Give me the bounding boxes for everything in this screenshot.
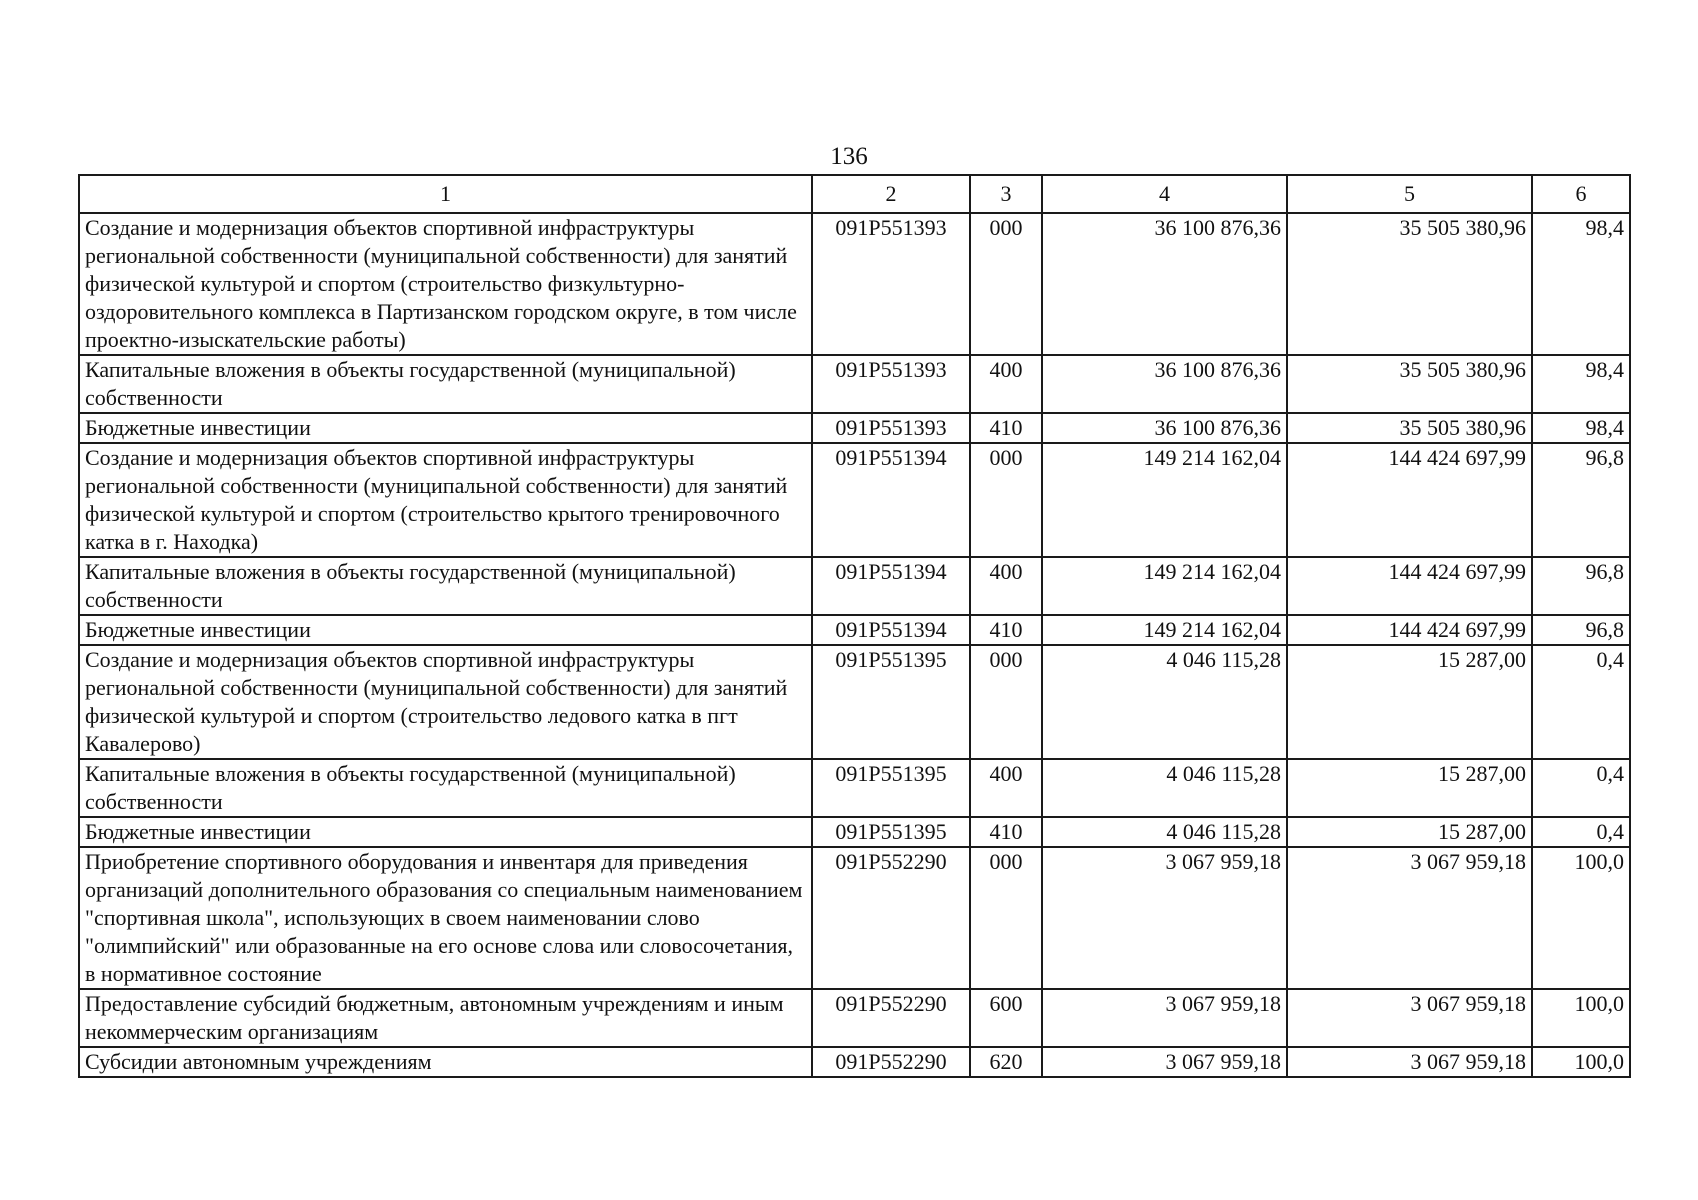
row-type: 410 bbox=[970, 817, 1042, 847]
row-code: 091P552290 bbox=[812, 847, 970, 989]
row-plan: 149 214 162,04 bbox=[1042, 615, 1287, 645]
row-percent: 100,0 bbox=[1532, 847, 1630, 989]
table-row bbox=[79, 213, 1630, 355]
row-plan: 36 100 876,36 bbox=[1042, 413, 1287, 443]
row-type: 000 bbox=[970, 213, 1042, 355]
row-name: Бюджетные инвестиции bbox=[79, 615, 812, 645]
column-header: 5 bbox=[1287, 175, 1532, 213]
row-percent: 96,8 bbox=[1532, 443, 1630, 557]
row-type: 000 bbox=[970, 645, 1042, 759]
row-code: 091P552290 bbox=[812, 1047, 970, 1077]
row-type: 600 bbox=[970, 989, 1042, 1047]
row-fact: 3 067 959,18 bbox=[1287, 1047, 1532, 1077]
row-type: 400 bbox=[970, 557, 1042, 615]
row-percent: 96,8 bbox=[1532, 557, 1630, 615]
row-fact: 35 505 380,96 bbox=[1287, 355, 1532, 413]
row-plan: 149 214 162,04 bbox=[1042, 443, 1287, 557]
row-name: Капитальные вложения в объекты государственной (муниципальной) собственности bbox=[79, 355, 812, 413]
column-header: 2 bbox=[812, 175, 970, 213]
row-fact: 144 424 697,99 bbox=[1287, 615, 1532, 645]
row-type: 000 bbox=[970, 847, 1042, 989]
table-row bbox=[79, 847, 1630, 989]
row-code: 091P551395 bbox=[812, 817, 970, 847]
row-plan: 4 046 115,28 bbox=[1042, 645, 1287, 759]
row-code: 091P551395 bbox=[812, 759, 970, 817]
row-code: 091P551393 bbox=[812, 213, 970, 355]
row-code: 091P551394 bbox=[812, 615, 970, 645]
row-name: Субсидии автономным учреждениям bbox=[79, 1047, 812, 1077]
row-code: 091P551394 bbox=[812, 557, 970, 615]
row-percent: 0,4 bbox=[1532, 759, 1630, 817]
table-row bbox=[79, 557, 1630, 615]
row-code: 091P551393 bbox=[812, 355, 970, 413]
row-plan: 3 067 959,18 bbox=[1042, 1047, 1287, 1077]
table-row bbox=[79, 759, 1630, 817]
row-type: 410 bbox=[970, 413, 1042, 443]
row-name: Создание и модернизация объектов спортивной инфраструктуры региональной собственности (муниципальной собственности) для занятий физической культурой и спортом (строительство ледового катка в пгт Кавалерово) bbox=[79, 645, 812, 759]
row-fact: 15 287,00 bbox=[1287, 645, 1532, 759]
row-type: 400 bbox=[970, 759, 1042, 817]
row-fact: 144 424 697,99 bbox=[1287, 557, 1532, 615]
row-type: 410 bbox=[970, 615, 1042, 645]
row-code: 091P551393 bbox=[812, 413, 970, 443]
column-header: 3 bbox=[970, 175, 1042, 213]
table-row bbox=[79, 413, 1630, 443]
page-number: 136 bbox=[830, 143, 868, 170]
row-fact: 15 287,00 bbox=[1287, 759, 1532, 817]
row-fact: 3 067 959,18 bbox=[1287, 989, 1532, 1047]
row-plan: 4 046 115,28 bbox=[1042, 759, 1287, 817]
row-type: 000 bbox=[970, 443, 1042, 557]
row-percent: 100,0 bbox=[1532, 989, 1630, 1047]
row-percent: 0,4 bbox=[1532, 645, 1630, 759]
row-name: Создание и модернизация объектов спортивной инфраструктуры региональной собственности (муниципальной собственности) для занятий физической культурой и спортом (строительство физкультурно-оздоровительного комплекса в Партизанском городском округе, в том числе проектно-изыскательские работы) bbox=[79, 213, 812, 355]
budget-table bbox=[78, 174, 1631, 1078]
table-row bbox=[79, 615, 1630, 645]
header-row bbox=[79, 175, 1630, 213]
row-plan: 149 214 162,04 bbox=[1042, 557, 1287, 615]
row-name: Капитальные вложения в объекты государственной (муниципальной) собственности bbox=[79, 557, 812, 615]
row-name: Бюджетные инвестиции bbox=[79, 413, 812, 443]
row-name: Создание и модернизация объектов спортивной инфраструктуры региональной собственности (муниципальной собственности) для занятий физической культурой и спортом (строительство крытого тренировочного катка в г. Находка) bbox=[79, 443, 812, 557]
row-percent: 98,4 bbox=[1532, 213, 1630, 355]
row-code: 091P551394 bbox=[812, 443, 970, 557]
row-name: Бюджетные инвестиции bbox=[79, 817, 812, 847]
column-header: 4 bbox=[1042, 175, 1287, 213]
row-percent: 98,4 bbox=[1532, 413, 1630, 443]
row-percent: 96,8 bbox=[1532, 615, 1630, 645]
row-name: Приобретение спортивного оборудования и инвентаря для приведения организаций дополнительного образования со специальным наименованием "спортивная школа", использующих в своем наименовании слово "олимпийский" или образованные на его основе слова или словосочетания, в нормативное состояние bbox=[79, 847, 812, 989]
row-fact: 3 067 959,18 bbox=[1287, 847, 1532, 989]
row-percent: 98,4 bbox=[1532, 355, 1630, 413]
row-code: 091P551395 bbox=[812, 645, 970, 759]
row-fact: 144 424 697,99 bbox=[1287, 443, 1532, 557]
table-row bbox=[79, 443, 1630, 557]
row-name: Капитальные вложения в объекты государственной (муниципальной) собственности bbox=[79, 759, 812, 817]
row-plan: 3 067 959,18 bbox=[1042, 989, 1287, 1047]
row-percent: 0,4 bbox=[1532, 817, 1630, 847]
row-plan: 3 067 959,18 bbox=[1042, 847, 1287, 989]
column-header: 1 bbox=[79, 175, 812, 213]
row-type: 620 bbox=[970, 1047, 1042, 1077]
table-row bbox=[79, 645, 1630, 759]
row-plan: 36 100 876,36 bbox=[1042, 355, 1287, 413]
column-header: 6 bbox=[1532, 175, 1630, 213]
table-row bbox=[79, 817, 1630, 847]
table-row bbox=[79, 1047, 1630, 1077]
table-row bbox=[79, 989, 1630, 1047]
row-name: Предоставление субсидий бюджетным, автономным учреждениям и иным некоммерческим организациям bbox=[79, 989, 812, 1047]
table-row bbox=[79, 355, 1630, 413]
row-type: 400 bbox=[970, 355, 1042, 413]
row-percent: 100,0 bbox=[1532, 1047, 1630, 1077]
row-plan: 4 046 115,28 bbox=[1042, 817, 1287, 847]
row-fact: 35 505 380,96 bbox=[1287, 213, 1532, 355]
row-fact: 35 505 380,96 bbox=[1287, 413, 1532, 443]
row-fact: 15 287,00 bbox=[1287, 817, 1532, 847]
row-plan: 36 100 876,36 bbox=[1042, 213, 1287, 355]
row-code: 091P552290 bbox=[812, 989, 970, 1047]
